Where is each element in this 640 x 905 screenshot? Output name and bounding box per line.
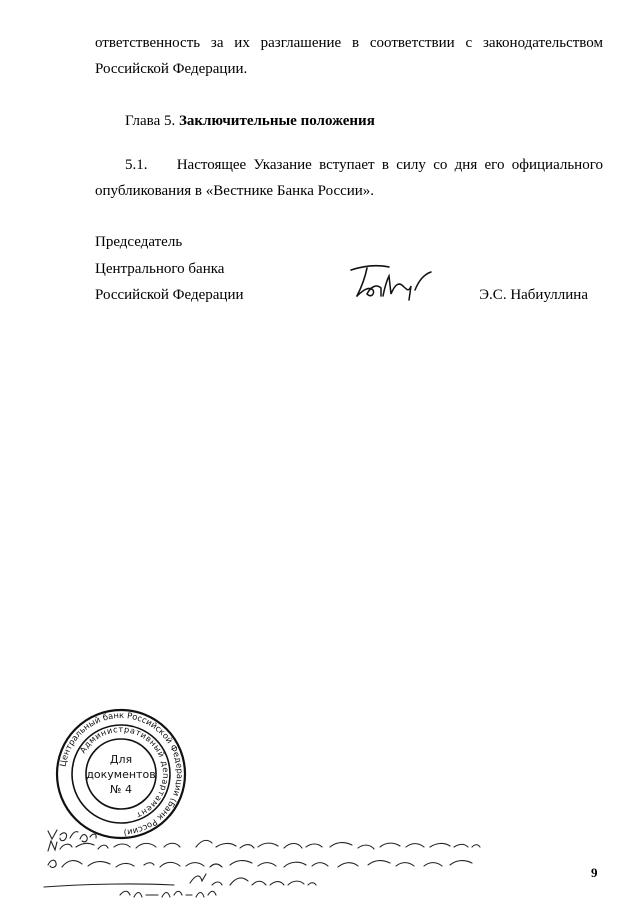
- chapter-label: Глава 5.: [125, 113, 176, 129]
- stamp-inner-ring-text: Административный департамент: [77, 723, 172, 821]
- page-number: 9: [591, 865, 598, 880]
- stamp-center-line1: Для: [109, 753, 133, 766]
- clause-5-1-line2: опубликования в «Вестнике Банка России».: [95, 183, 375, 199]
- handwritten-certification-note: [40, 825, 490, 903]
- clause-5-1-line1: 5.1. Настоящее Указание вступает в силу со дня его официального: [125, 157, 603, 173]
- signatory-title-line1: Председатель: [95, 234, 183, 250]
- handwritten-signature: [345, 260, 435, 305]
- stamp-center-line2: документов: [86, 768, 156, 781]
- stamp-center-line3: № 4: [110, 783, 132, 796]
- chapter-title: Заключительные положения: [178, 113, 375, 129]
- signatory-title-line2: Центрального банка: [95, 261, 225, 277]
- intro-paragraph-line1: ответственность за их разглашение в соответствии с законодательством: [95, 35, 603, 51]
- stamp-outer-ring-text: Центральный банк Российской Федерации (Банк России): [57, 709, 186, 838]
- chapter-heading: [125, 110, 375, 132]
- signatory-name: Э.С. Набиуллина: [479, 287, 588, 303]
- signatory-title-line3: Российской Федерации: [95, 287, 244, 303]
- official-stamp: [55, 708, 187, 840]
- intro-paragraph-line2: Российской Федерации.: [95, 61, 248, 77]
